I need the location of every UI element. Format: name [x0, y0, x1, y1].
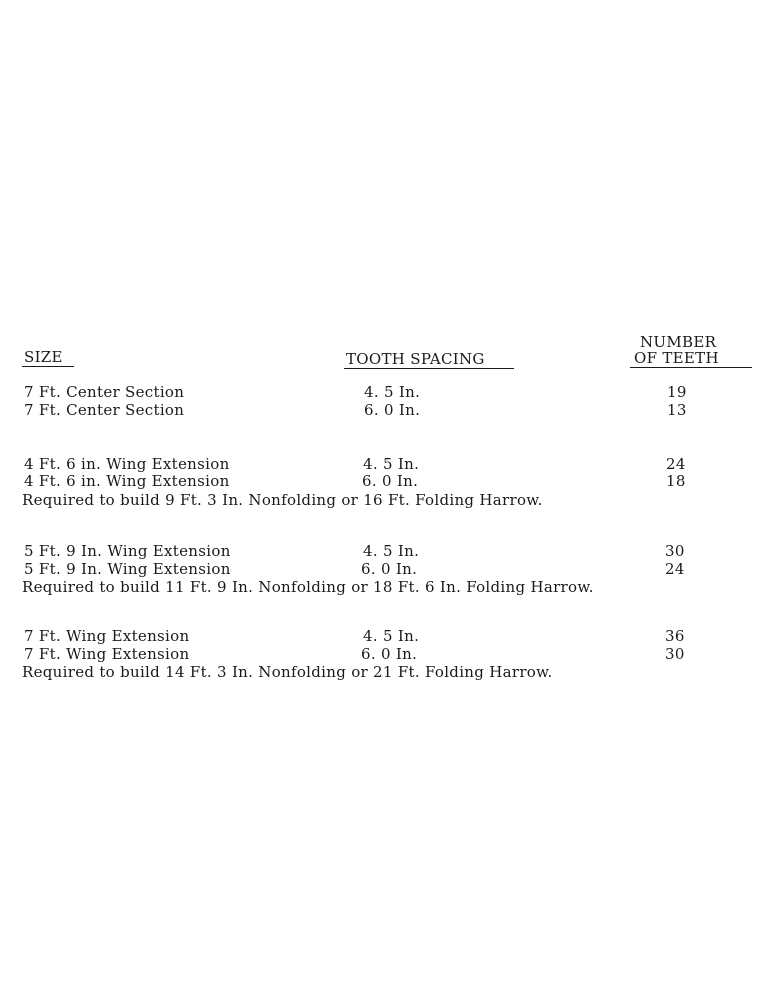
requirement-note: Required to build 14 Ft. 3 In. Nonfolding or 21 Ft. Folding Harrow. [22, 663, 553, 681]
spacing-cell: 6. 0 In. [361, 560, 418, 578]
size-cell: 5 Ft. 9 In. Wing Extension [24, 560, 231, 578]
spacing-cell: 4. 5 In. [364, 383, 421, 401]
teeth-cell: 30 [665, 645, 685, 663]
teeth-cell: 24 [666, 455, 686, 473]
spacing-cell: 6. 0 In. [364, 401, 421, 419]
table-row [0, 645, 772, 663]
size-cell: 7 Ft. Center Section [24, 401, 185, 419]
size-cell: 4 Ft. 6 in. Wing Extension [24, 472, 230, 490]
header-size-underline [22, 366, 74, 367]
size-cell: 7 Ft. Wing Extension [24, 627, 190, 645]
header-size: SIZE [24, 348, 63, 366]
requirement-note: Required to build 9 Ft. 3 In. Nonfolding or 16 Ft. Folding Harrow. [22, 491, 543, 509]
spacing-cell: 6. 0 In. [361, 645, 418, 663]
spacing-cell: 4. 5 In. [363, 542, 420, 560]
teeth-cell: 24 [665, 560, 685, 578]
table-row [0, 383, 772, 401]
size-cell: 7 Ft. Wing Extension [24, 645, 190, 663]
table-row [0, 455, 772, 473]
header-number-line2: OF TEETH [634, 349, 719, 367]
table-row [0, 401, 772, 419]
spacing-cell: 4. 5 In. [363, 455, 420, 473]
size-cell: 7 Ft. Center Section [24, 383, 185, 401]
table-row [0, 560, 772, 578]
teeth-cell: 13 [667, 401, 687, 419]
header-tooth-spacing: TOOTH SPACING [346, 350, 485, 368]
teeth-cell: 19 [667, 383, 687, 401]
spacing-cell: 4. 5 In. [363, 627, 420, 645]
teeth-cell: 30 [665, 542, 685, 560]
spacing-cell: 6. 0 In. [362, 472, 419, 490]
table-row [0, 627, 772, 645]
size-cell: 4 Ft. 6 in. Wing Extension [24, 455, 230, 473]
header-number-underline [630, 367, 752, 368]
header-tooth-spacing-underline [344, 368, 514, 369]
teeth-cell: 18 [666, 472, 686, 490]
table-row [0, 542, 772, 560]
header-number-line1: NUMBER [640, 333, 717, 351]
requirement-note: Required to build 11 Ft. 9 In. Nonfolding or 18 Ft. 6 In. Folding Harrow. [22, 578, 594, 596]
teeth-cell: 36 [665, 627, 685, 645]
table-row [0, 472, 772, 490]
size-cell: 5 Ft. 9 In. Wing Extension [24, 542, 231, 560]
